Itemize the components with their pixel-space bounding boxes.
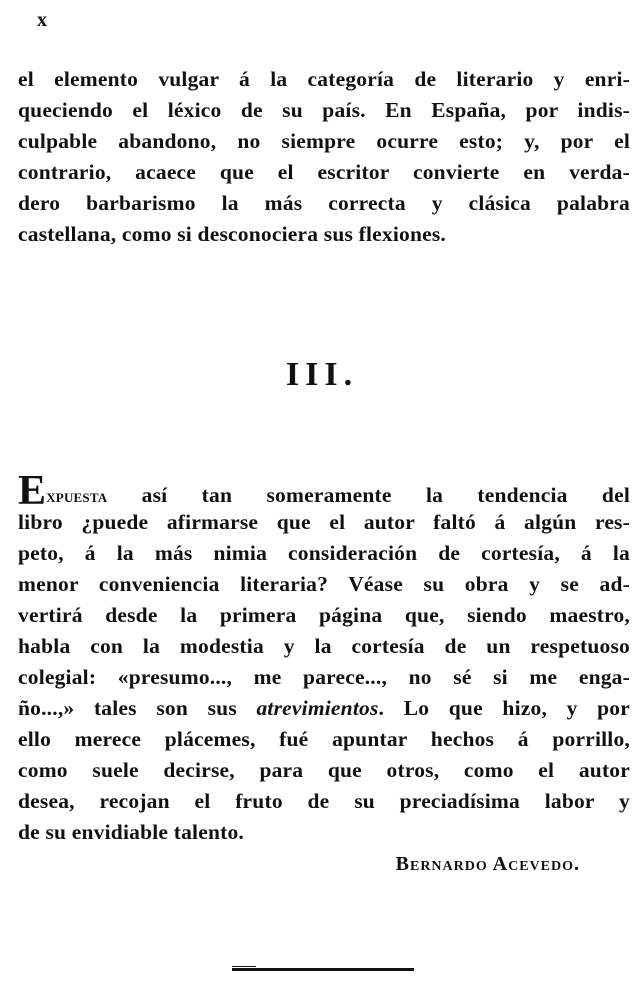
page-number: x	[37, 9, 47, 31]
text-line-first	[18, 468, 630, 514]
ornamental-rule-thin	[232, 966, 256, 967]
text-line: vertirá desde la primera página que, siendo maestro,	[18, 603, 630, 627]
author-signature: Bernardo Acevedo.	[395, 853, 580, 875]
text-line: el elemento vulgar á la categoría de literario y enri-	[18, 67, 630, 91]
text-line: peto, á la más nimia consideración de cortesía, á la	[18, 541, 630, 565]
italic-word: atrevimientos	[256, 696, 379, 720]
text-line: ello merece plácemes, fué apuntar hechos á porrillo,	[18, 727, 630, 751]
text-line: desea, recojan el fruto de su preciadísima labor y	[18, 789, 630, 813]
first-word-smallcaps: xpuesta	[46, 486, 108, 507]
first-line-rest: así tan someramente la tendencia del	[107, 483, 630, 507]
paragraph-continuation	[18, 64, 630, 250]
text-line: habla con la modestia y la cortesía de un respetuoso	[18, 634, 630, 658]
text-line: contrario, acaece que el escritor convierte en verda-	[18, 160, 630, 184]
text-line: como suele decirse, para que otros, como el autor	[18, 758, 630, 782]
line-end: . Lo que hizo, y por	[378, 696, 630, 720]
text-line: dero barbarismo la más correcta y clásica palabra	[18, 191, 630, 215]
drop-cap: E	[18, 468, 47, 514]
text-line-italic-word	[18, 693, 630, 724]
text-line: menor conveniencia literaria? Véase su obra y se ad-	[18, 572, 630, 596]
text-line: culpable abandono, no siempre ocurre esto; y, por el	[18, 129, 630, 153]
text-line: libro ¿puede afirmarse que el autor faltó á algún res-	[18, 510, 630, 534]
line-start: ño...,» tales son sus	[18, 696, 257, 720]
ornamental-rule	[232, 968, 414, 971]
text-line: queciendo el léxico de su país. En España, por indis-	[18, 98, 630, 122]
text-line: de su envidiable talento.	[18, 820, 244, 844]
section-heading: III.	[285, 356, 359, 393]
paragraph-section-iii	[18, 468, 630, 848]
text-line: castellana, como si desconociera sus flexiones.	[18, 222, 447, 246]
text-line: colegial: «presumo..., me parece..., no sé si me enga-	[18, 665, 630, 689]
